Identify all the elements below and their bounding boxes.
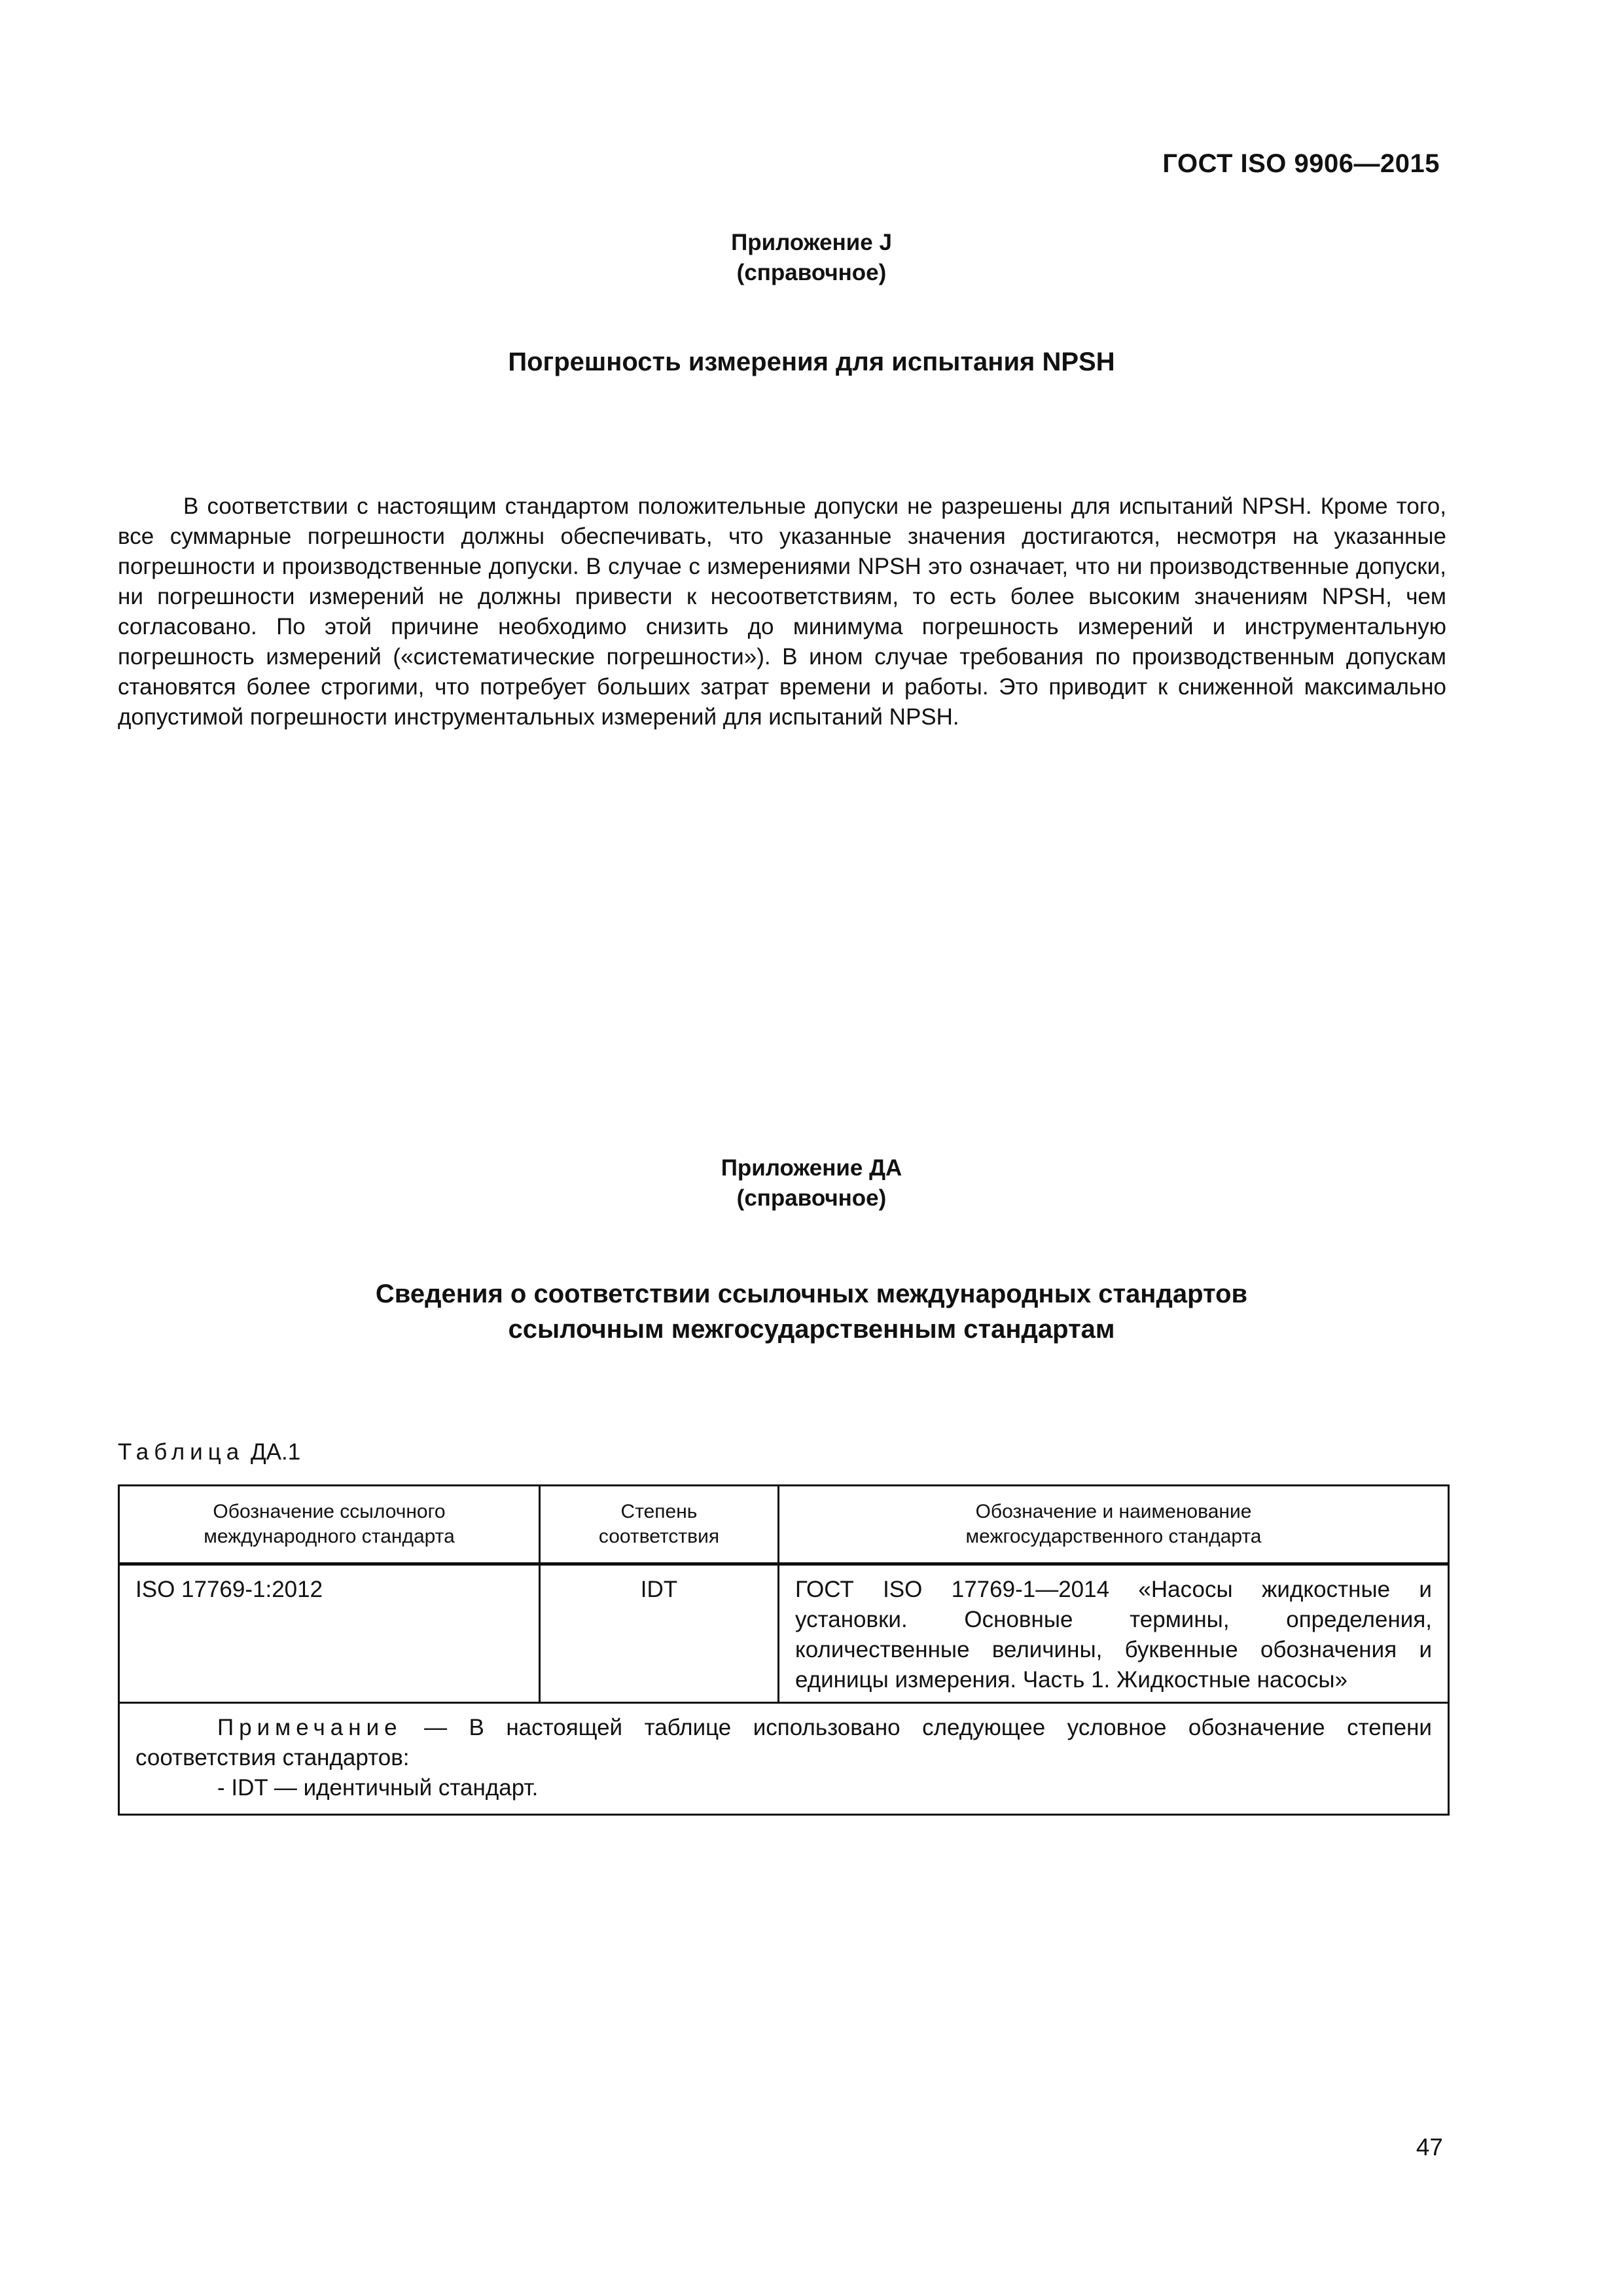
column-header-interstate-line2: межгосударственного стандарта [965,1526,1262,1547]
table-note-row [119,1703,1449,1815]
correspondence-table [118,1484,1450,1816]
note-item: - IDT — идентичный стандарт. [217,1775,539,1801]
column-header-interstate [779,1486,1449,1564]
column-header-international [119,1486,540,1564]
annex-j-title-text: Погрешность измерения для испытания NPSH [508,348,1115,376]
table-note [119,1703,1449,1815]
annex-j-label: Приложение J [731,230,892,255]
annex-da-heading [0,1153,1623,1213]
column-header-degree-line1: Степень [620,1501,698,1522]
annex-da-title [0,1276,1623,1347]
cell-international: ISO 17769-1:2012 [119,1564,540,1703]
cell-interstate: ГОСТ ISO 17769-1—2014 «Насосы жидкостные и установки. Основные термины, определения, количественные величины, буквенные обозначения и единицы измерения. Часть 1. Жидкостные насосы» [779,1564,1449,1703]
annex-j-heading [0,228,1623,288]
column-header-interstate-line1: Обозначение и наименование [975,1501,1252,1522]
annex-j-paragraph: В соответствии с настоящим стандартом положительные допуски не разрешены для испытаний NPSH. Кроме того, все суммарные погрешности должны обеспечивать, что указанные значения достигаются, несмотря на указанные погрешности и производственные допуски. В случае с измерениями NPSH это означает, что ни производственные допуски, ни погрешности измерений не должны привести к несоответствиям, то есть более высоким значениям NPSH, чем согласовано. По этой причине необходимо снизить до минимума погрешность измерений и инструментальную погрешность измерений («систематические погрешности»). В ином случае требования по производственным допускам становятся более строгими, что потребует больших затрат времени и работы. Это приводит к сниженной максимально допустимой погрешности инструментальных измерений для испытаний NPSH. [118,493,1446,730]
annex-j-title [0,344,1623,380]
note-line [135,1713,1432,1773]
table-caption-number: ДА.1 [250,1439,301,1465]
annex-da-title-line1: Сведения о соответствии ссылочных международных стандартов [375,1280,1248,1308]
annex-da-label: Приложение ДА [721,1155,902,1181]
annex-da-title-line2: ссылочным межгосударственным стандартам [508,1315,1115,1344]
column-header-degree [540,1486,779,1564]
table-caption [118,1437,300,1467]
column-header-international-line1: Обозначение ссылочного [213,1501,446,1522]
table-header-row [119,1486,1449,1564]
column-header-degree-line2: соответствия [598,1526,720,1547]
column-header-international-line2: международного стандарта [204,1526,455,1547]
note-label: Примечание [217,1715,402,1740]
annex-da-status: (справочное) [736,1185,887,1211]
note-text: — В настоящей таблице использовано следующее условное обозначение степени соответствия стандартов: [135,1715,1432,1770]
table-caption-word: Таблица [118,1439,245,1465]
document-code: ГОСТ ISO 9906—2015 [1162,149,1440,178]
annex-j-status: (справочное) [736,260,887,285]
page-number: 47 [1416,2134,1443,2161]
table-row [119,1564,1449,1703]
cell-degree: IDT [540,1564,779,1703]
